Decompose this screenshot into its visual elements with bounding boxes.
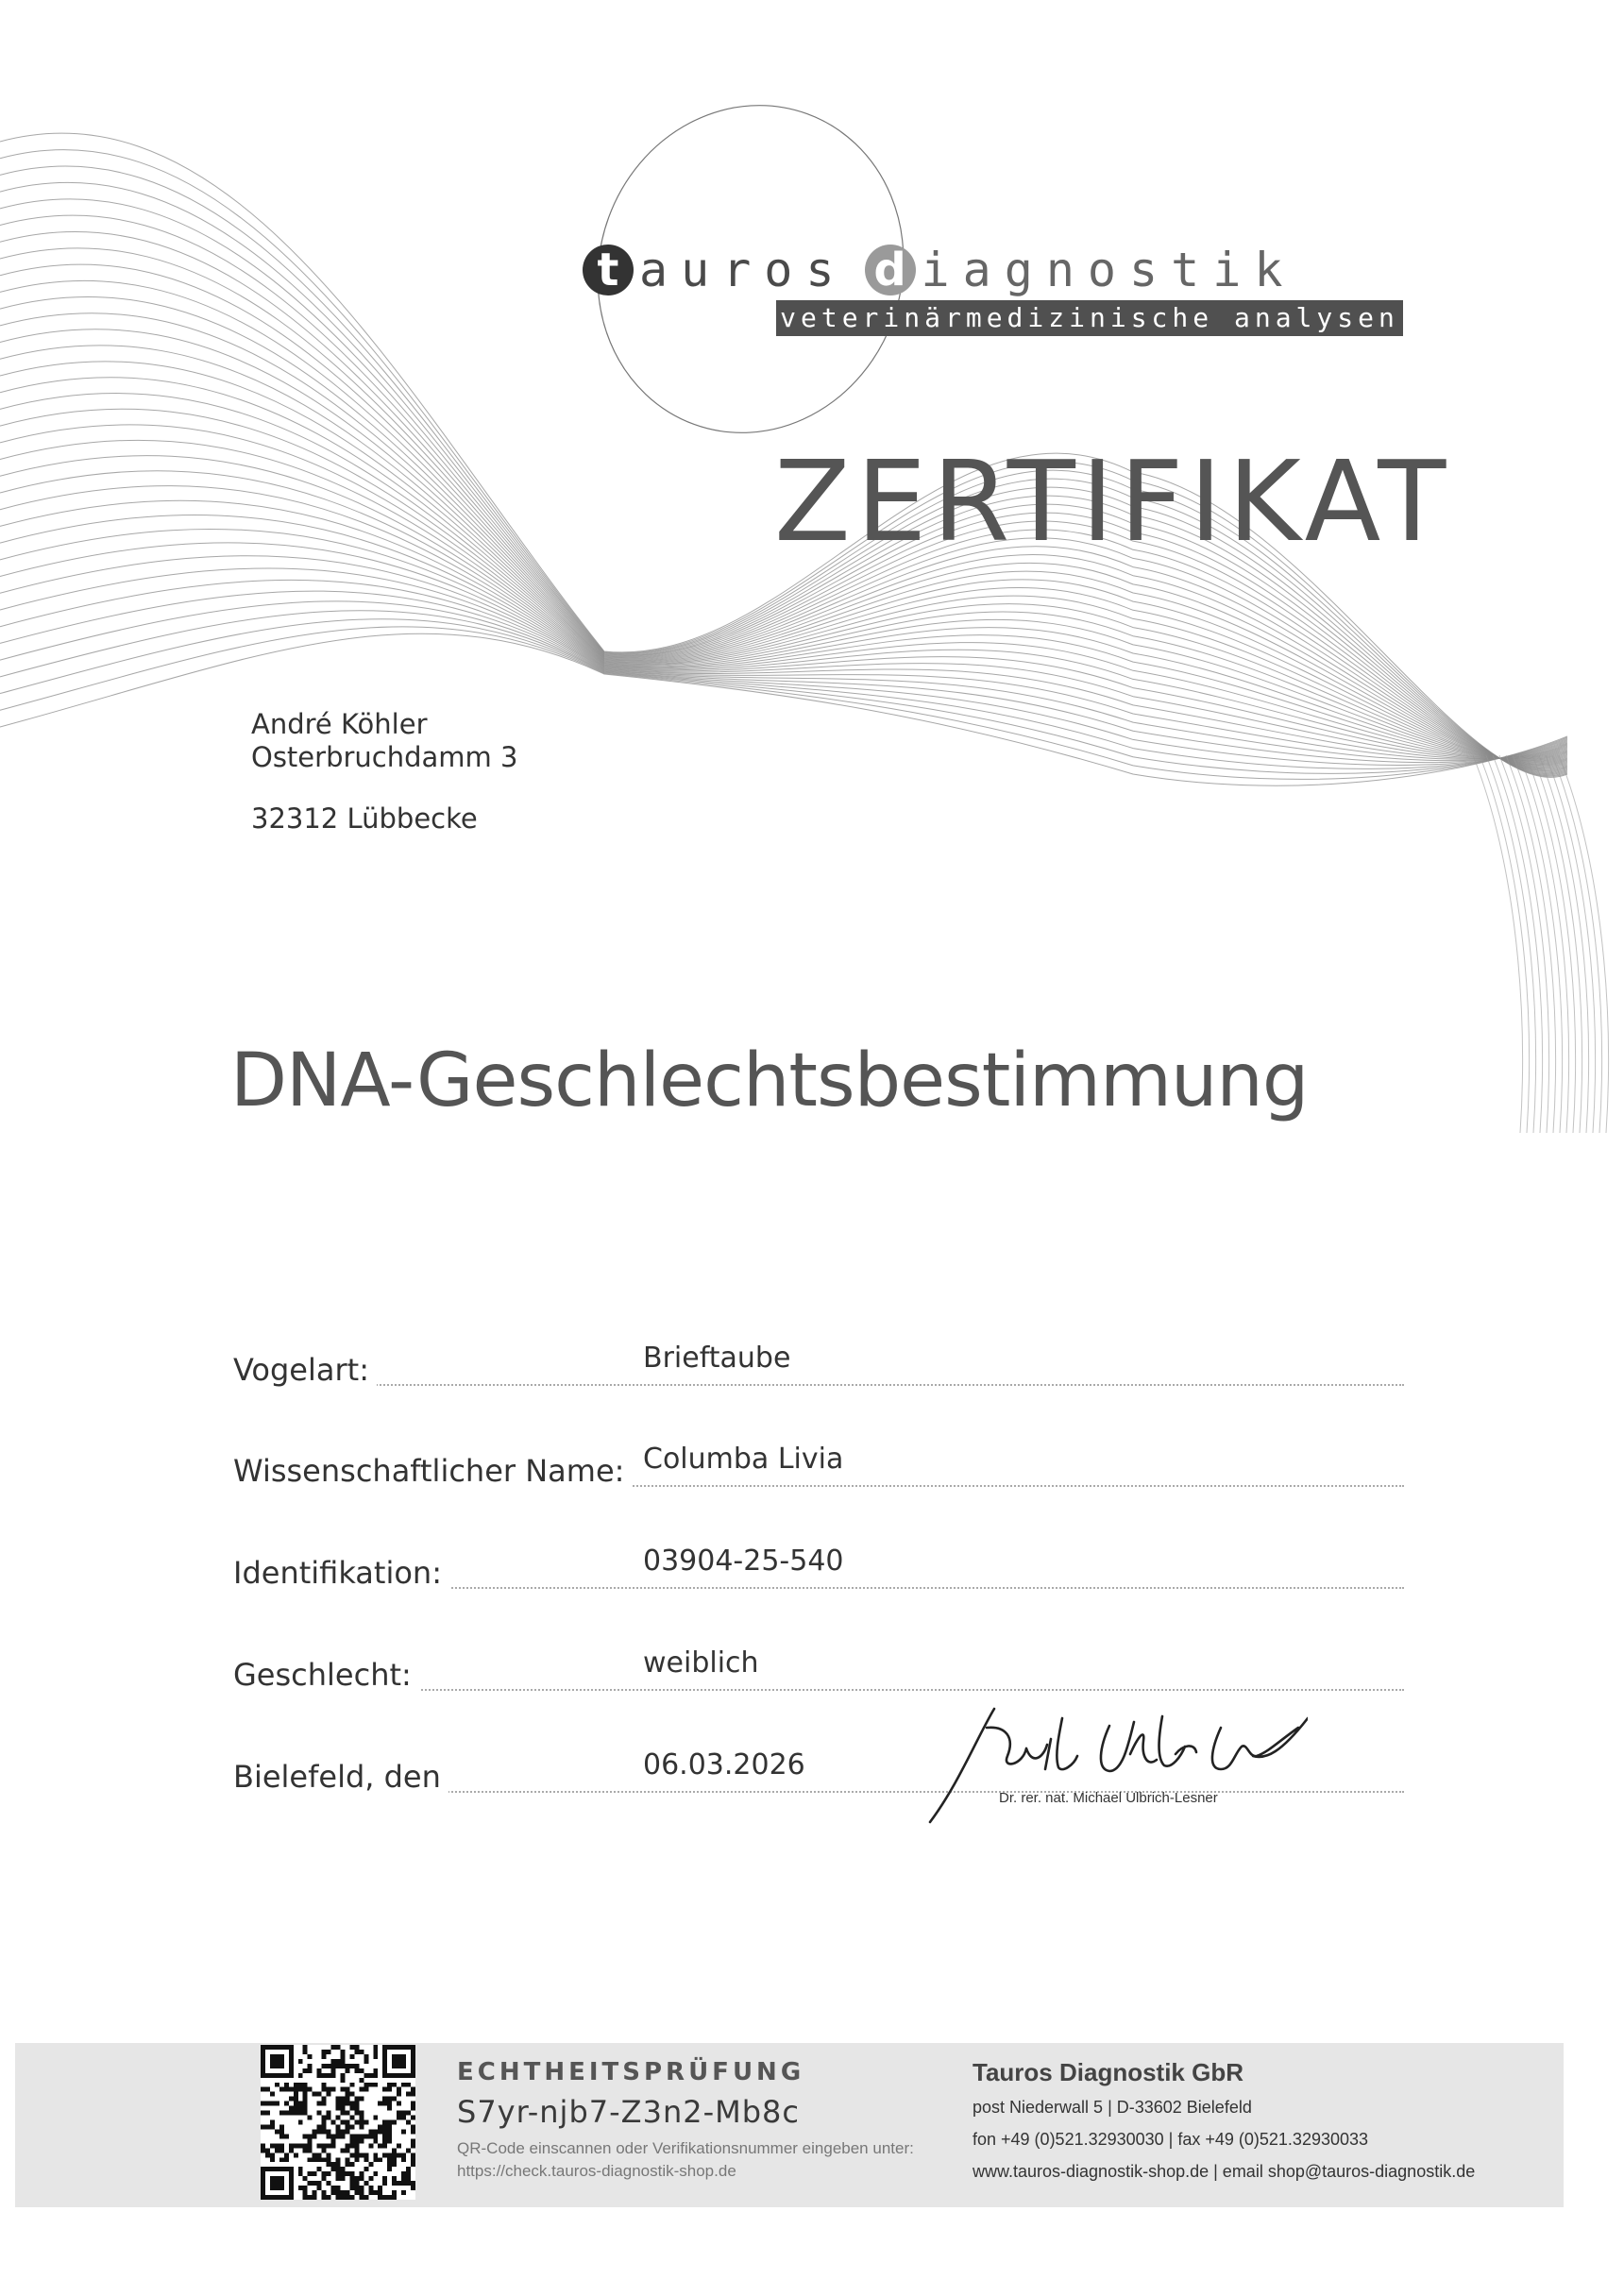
field-value: weiblich (643, 1646, 759, 1680)
verification-code: S7yr-njb7-Z3n2-Mb8c (457, 2094, 800, 2130)
logo-letter-d: d (865, 245, 916, 295)
recipient-city: 32312 Lübbecke (251, 802, 478, 835)
field-label: Wissenschaftlicher Name: (233, 1453, 632, 1489)
company-name: Tauros Diagnostik GbR (973, 2058, 1243, 2086)
recipient-street: Osterbruchdamm 3 (251, 741, 518, 773)
logo-word-diagnostik-group (865, 243, 1296, 297)
logo-letter-t: t (583, 245, 634, 295)
field-value: Columba Livia (643, 1443, 844, 1476)
certificate-title: ZERTIFIKAT (774, 436, 1452, 566)
handwritten-signature (921, 1699, 1308, 1827)
field-label: Geschlecht: (233, 1657, 419, 1693)
signature-caption: Dr. rer. nat. Michael Ulbrich-Lesner (999, 1790, 1218, 1806)
qr-code-icon (261, 2045, 415, 2200)
field-label: Vogelart: (233, 1352, 377, 1388)
dotted-line (233, 1384, 1404, 1386)
verification-heading: ECHTHEITSPRÜFUNG (457, 2058, 805, 2086)
recipient-name: André Köhler (251, 708, 428, 740)
field-label: Identifikation: (233, 1555, 449, 1591)
company-phone-fax: fon +49 (0)521.32930030 | fax +49 (0)521.32930033 (973, 2130, 1369, 2149)
field-row-wissenschaftlicher-name (233, 1440, 1404, 1496)
logo-word-iagnostik: iagnostik (921, 243, 1296, 297)
verification-note: QR-Code einscannen oder Verifikationsnummer eingeben unter: (457, 2139, 914, 2157)
field-value: Brieftaube (643, 1342, 791, 1375)
field-label: Bielefeld, den (233, 1759, 448, 1795)
company-post-address: post Niederwall 5 | D-33602 Bielefeld (973, 2098, 1252, 2117)
field-row-vogelart (233, 1339, 1404, 1395)
logo-tagline: veterinärmedizinische analysen (776, 300, 1403, 336)
field-row-geschlecht (233, 1644, 1404, 1700)
verification-qr-code[interactable] (261, 2045, 415, 2200)
field-row-identifikation (233, 1542, 1404, 1598)
company-web-email[interactable]: www.tauros-diagnostik-shop.de | email shop@tauros-diagnostik.de (973, 2162, 1476, 2181)
tauros-diagnostik-logo (583, 238, 1295, 302)
document-title: DNA-Geschlechtsbestimmung (230, 1038, 1309, 1123)
field-value: 06.03.2026 (643, 1748, 805, 1781)
logo-word-auros: auros (639, 243, 848, 297)
verification-url[interactable]: https://check.tauros-diagnostik-shop.de (457, 2162, 736, 2180)
field-value: 03904-25-540 (643, 1545, 844, 1578)
